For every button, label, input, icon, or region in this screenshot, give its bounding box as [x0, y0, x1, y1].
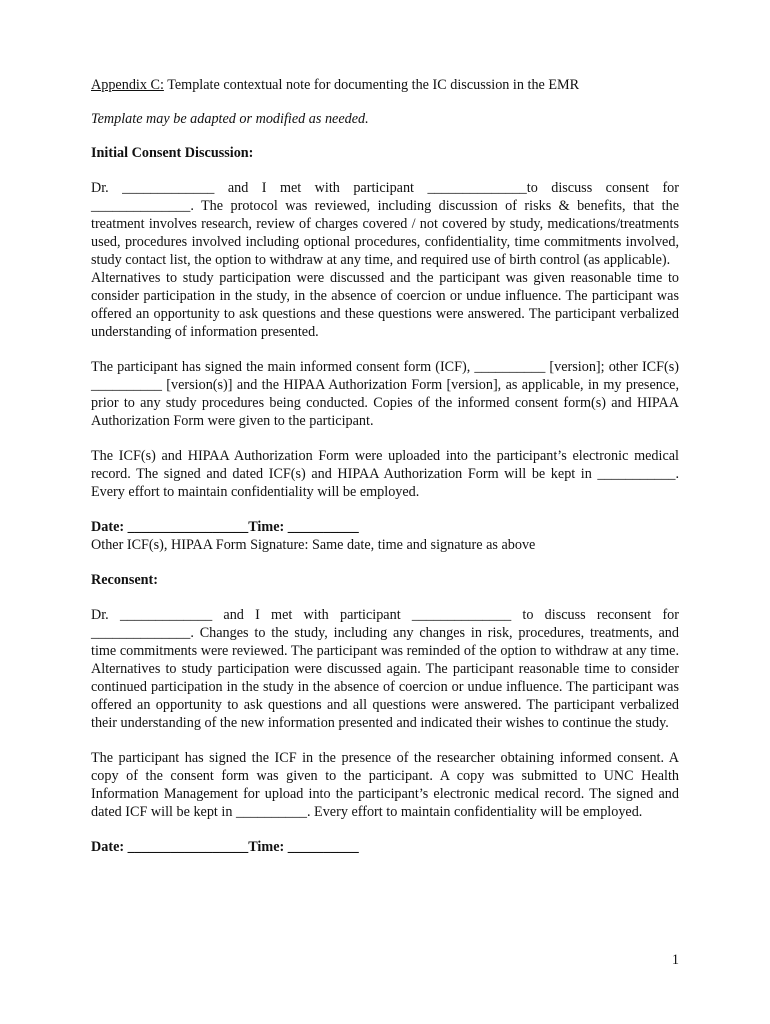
appendix-title: Template contextual note for documenting the IC discussion in the EMR: [163, 77, 580, 93]
reconsent-date-time-line: Date: _________________Time: __________: [91, 839, 359, 855]
initial-consent-paragraph-1: Dr. _____________ and I met with participant ______________to discuss consent for ______________. The protocol was reviewed, including discussion of risks & benefits, that the treatment involves research, review of charges covered / not covered by study, medications/treatments used, procedures involved including optional procedures, confidentiality, time commitments involved, study contact list, the option to withdraw at any time, and required use of birth control (as applicable).: [91, 180, 679, 268]
initial-consent-paragraph-3: The participant has signed the main informed consent form (ICF), __________ [version]; other ICF(s) __________ [version(s)] and the HIPAA Authorization Form [version], as applicable, in my presence, prior to any study procedures being conducted. Copies of the informed consent form(s) and HIPAA Authorization Form were given to the participant.: [91, 359, 679, 429]
appendix-label: Appendix C:: [91, 77, 164, 93]
other-icf-signature-line: Other ICF(s), HIPAA Form Signature: Same date, time and signature as above: [91, 537, 536, 553]
page-number: 1: [671, 952, 679, 968]
reconsent-paragraph-1: Dr. _____________ and I met with participant ______________ to discuss reconsent for ______________. Changes to the study, including any changes in risk, procedures, treatments, and time commitments were reviewed. The participant was reminded of the option to withdraw at any time. Alternatives to study participation were discussed again. The participant reasonable time to consider continued participation in the study in the absence of coercion or undue influence. The participant was offered an opportunity to ask questions and all questions were answered. The participant verbalized their understanding of the new information presented and indicated their wishes to continue the study.: [91, 607, 679, 731]
reconsent-paragraph-2: The participant has signed the ICF in the presence of the researcher obtaining informed consent. A copy of the consent form was given to the participant. A copy was submitted to UNC Health Information Management for upload into the participant’s electronic medical record. The signed and dated ICF will be kept in __________. Every effort to maintain confidentiality will be employed.: [91, 750, 679, 820]
initial-date-time-line: Date: _________________Time: __________: [91, 519, 359, 535]
initial-consent-heading: Initial Consent Discussion:: [91, 145, 254, 161]
template-note: Template may be adapted or modified as needed.: [91, 111, 369, 127]
initial-consent-paragraph-2: Alternatives to study participation were discussed and the participant was given reasonable time to consider participation in the study, in the absence of coercion or undue influence. The participant was offered an opportunity to ask questions and these questions were answered. The participant verbalized understanding of information presented.: [91, 270, 679, 340]
initial-consent-paragraph-4: The ICF(s) and HIPAA Authorization Form were uploaded into the participant’s electronic medical record. The signed and dated ICF(s) and HIPAA Authorization Form will be kept in ___________. Every effort to maintain confidentiality will be employed.: [91, 448, 679, 500]
appendix-title-line: [91, 76, 679, 94]
reconsent-heading: Reconsent:: [91, 572, 158, 588]
document-body: [91, 76, 679, 856]
